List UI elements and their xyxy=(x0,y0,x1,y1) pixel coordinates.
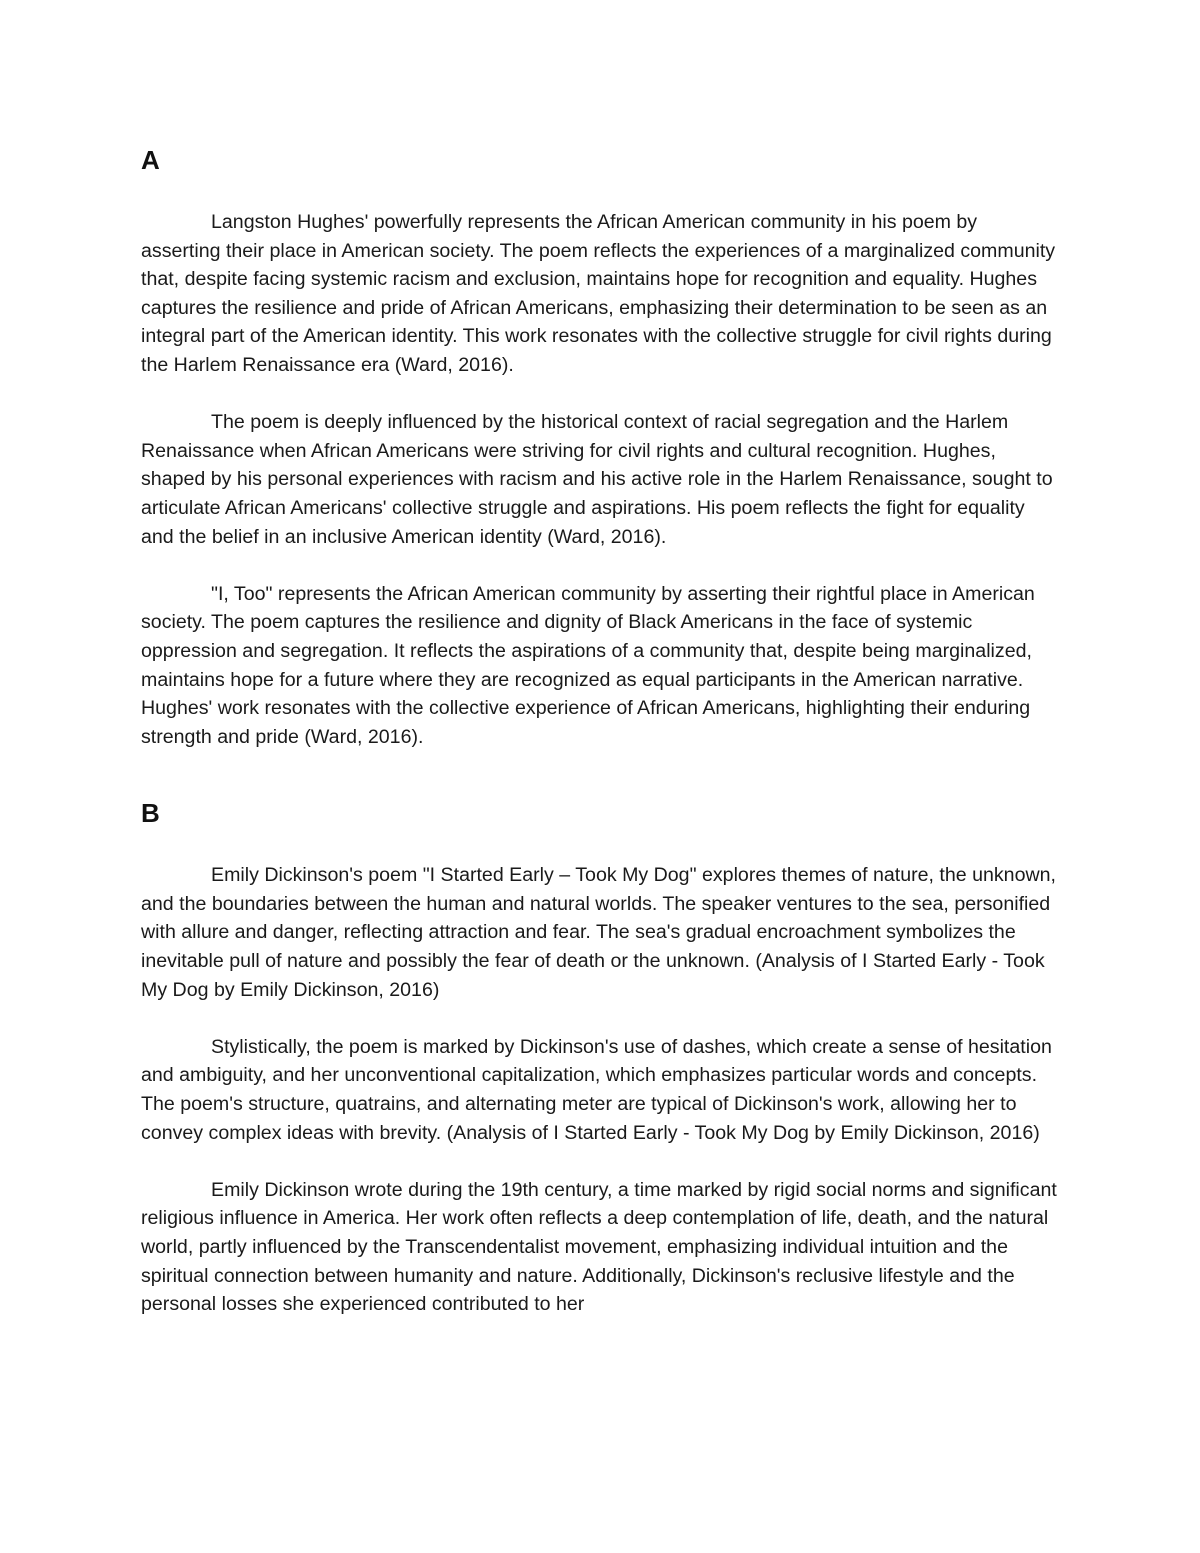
section-a-paragraph-1: Langston Hughes' powerfully represents the African American community in his poem by asserting their place in American society. The poem reflects the experiences of a marginalized community that, despite facing systemic racism and exclusion, maintains hope for recognition and equality. Hughes captures the resilience and pride of African Americans, emphasizing their determination to be seen as an integral part of the American identity. This work resonates with the collective struggle for civil rights during the Harlem Renaissance era (Ward, 2016). xyxy=(141,211,1056,376)
section-heading-b: B xyxy=(141,798,160,829)
section-b-paragraph-3: Emily Dickinson wrote during the 19th century, a time marked by rigid social norms and significant religious influence in America. Her work often reflects a deep contemplation of life, death, and the natural world, partly influenced by the Transcendentalist movement, emphasizing individual intuition and the spiritual connection between humanity and nature. Additionally, Dickinson's reclusive lifestyle and the personal losses she experienced contributed to her xyxy=(141,1178,1057,1316)
section-a-paragraph-3: "I, Too" represents the African American community by asserting their rightful place in American society. The poem captures the resilience and dignity of Black Americans in the face of systemic oppression and segregation. It reflects the aspirations of a community that, despite being marginalized, maintains hope for a future where they are recognized as equal participants in the American narrative. Hughes' work resonates with the collective experience of African Americans, highlighting their enduring strength and pride (Ward, 2016). xyxy=(141,582,1035,748)
section-b-paragraph-1: Emily Dickinson's poem "I Started Early – Took My Dog" explores themes of nature, the unknown, and the boundaries between the human and natural worlds. The speaker ventures to the sea, personified with allure and danger, reflecting attraction and fear. The sea's gradual encroachment symbolizes the inevitable pull of nature and possibly the fear of death or the unknown. (Analysis of I Started Early - Took My Dog by Emily Dickinson, 2016) xyxy=(141,864,1056,1001)
section-heading-a: A xyxy=(141,145,160,175)
document-body xyxy=(141,142,1061,1319)
section-a-paragraph-2: The poem is deeply influenced by the historical context of racial segregation and the Harlem Renaissance when African Americans were striving for civil rights and cultural recognition. Hughes, shaped by his personal experiences with racism and his active role in the Harlem Renaissance, sought to articulate African Americans' collective struggle and aspirations. His poem reflects the fight for equality and the belief in an inclusive American identity (Ward, 2016). xyxy=(141,411,1053,548)
section-b-paragraph-2: Stylistically, the poem is marked by Dickinson's use of dashes, which create a sense of hesitation and ambiguity, and her unconventional capitalization, which emphasizes particular words and concepts. The poem's structure, quatrains, and alternating meter are typical of Dickinson's work, allowing her to convey complex ideas with brevity. (Analysis of I Started Early - Took My Dog by Emily Dickinson, 2016) xyxy=(141,1035,1052,1144)
